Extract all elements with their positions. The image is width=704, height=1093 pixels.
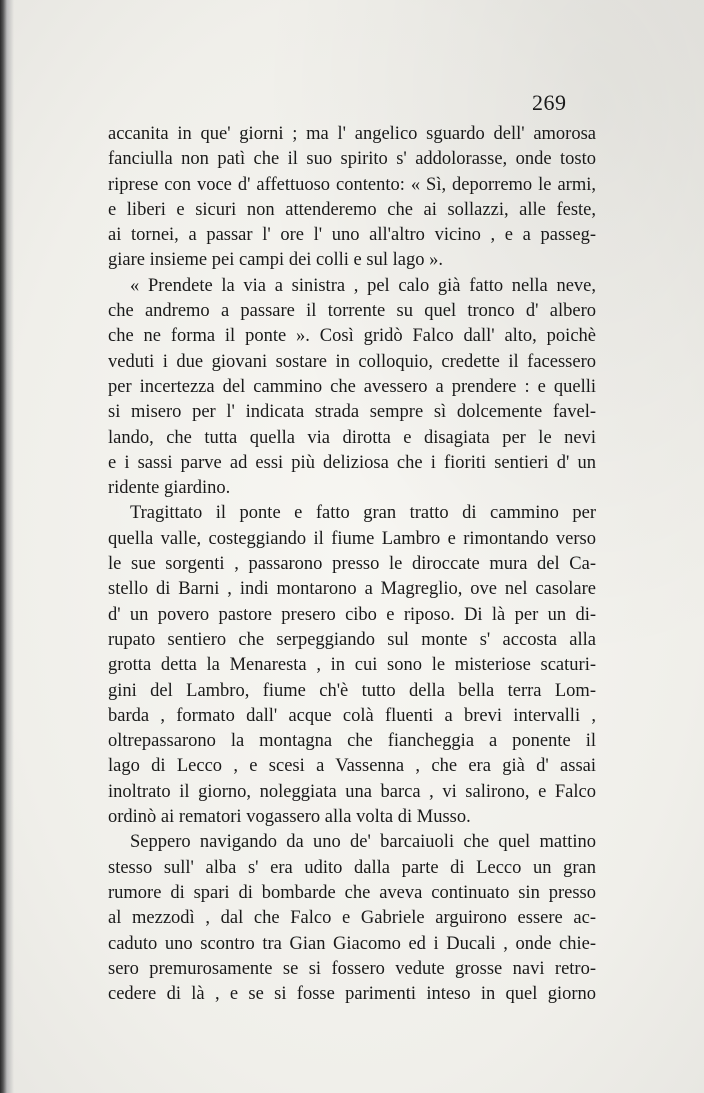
- text-line-content: stello di Barni , indi montarono a Magreglio, ove nel casolare: [108, 579, 596, 600]
- text-line-content: accanita in que' giorni ; ma l' angelico sguardo dell' amorosa: [108, 124, 596, 144]
- text-line: [108, 173, 596, 198]
- page-number: 269: [532, 90, 567, 115]
- text-line-content: inoltrato il giorno, noleggiata una barca , vi salirono, e Falco: [108, 781, 596, 802]
- text-line-content: riprese con voce d' affettuoso contento: « Sì, deporremo le armi,: [108, 174, 596, 195]
- text-line: [108, 375, 596, 400]
- text-line-content: stesso sull' alba s' era udito dalla parte di Lecco un gran: [108, 857, 596, 878]
- text-line-content: barda , formato dall' acque colà fluenti a brevi intervalli ,: [108, 705, 596, 726]
- text-line-content: d' un povero pastore presero cibo e riposo. Di là per un di-: [108, 604, 596, 625]
- text-line-content: lago di Lecco , e scesi a Vassenna , che era già d' assai: [108, 756, 596, 777]
- text-line-content: fanciulla non patì che il suo spirito s' addolorasse, onde tosto: [108, 149, 596, 170]
- text-line: [108, 932, 596, 957]
- text-line-content: rumore di spari di bombarde che aveva continuato sin presso: [108, 882, 596, 903]
- text-line-content: le sue sorgenti , passarono presso le diroccate mura del Ca-: [108, 554, 596, 575]
- text-line-content: che ne forma il ponte ». Così gridò Falco dall' alto, poichè: [108, 326, 596, 347]
- text-line-content: cedere di là , e se si fosse parimenti inteso in quel giorno: [108, 984, 596, 1005]
- text-line-content: per incertezza del cammino che avessero a prendere : e quelli: [108, 376, 596, 397]
- text-line: [108, 552, 596, 577]
- text-line-content: lando, che tutta quella via dirotta e disagiata per le nevi: [108, 427, 596, 448]
- text-line: [108, 957, 596, 982]
- text-line-content: caduto uno scontro tra Gian Giacomo ed i Ducali , onde chie-: [108, 933, 596, 954]
- text-line-content: veduti i due giovani sostare in colloquio, credette il facessero: [108, 351, 596, 372]
- text-line-content: quella valle, costeggiando il fiume Lambro e rimontando verso: [108, 528, 596, 549]
- text-line: [108, 679, 596, 704]
- text-line: [108, 198, 596, 223]
- text-line: [108, 451, 596, 476]
- text-line-content: « Prendete la via a sinistra , pel calo già fatto nella neve,: [130, 275, 596, 296]
- text-line: [108, 729, 596, 754]
- text-line: [108, 122, 596, 147]
- text-line-content: sero premurosamente se si fossero vedute grosse navi retro-: [108, 958, 596, 979]
- text-line-content: giare insieme pei campi dei colli e sul lago ».: [108, 250, 443, 271]
- text-line: [108, 400, 596, 425]
- text-line-content: Tragittato il ponte e fatto gran tratto di cammino per: [130, 503, 596, 524]
- text-line: [108, 147, 596, 172]
- text-line: [108, 628, 596, 653]
- text-line: [108, 856, 596, 881]
- body-text: [108, 122, 596, 1007]
- text-line-content: ordinò ai rematori vogassero alla volta di Musso.: [108, 807, 471, 828]
- text-line: [108, 248, 596, 273]
- text-line: [108, 805, 596, 830]
- text-line-content: rupato sentiero che serpeggiando sul monte s' accosta alla: [108, 629, 596, 650]
- text-line: [108, 603, 596, 628]
- text-line-content: si misero per l' indicata strada sempre sì dolcemente favel-: [108, 402, 596, 423]
- text-line-content: Seppero navigando da uno de' barcaiuoli che quel mattino: [130, 832, 596, 853]
- text-line: [108, 754, 596, 779]
- text-line: [108, 906, 596, 931]
- text-line: [108, 299, 596, 324]
- text-line: [108, 223, 596, 248]
- text-line: [108, 982, 596, 1007]
- text-line: [108, 830, 596, 855]
- text-line: [108, 426, 596, 451]
- text-line: [108, 324, 596, 349]
- text-line-content: gini del Lambro, fiume ch'è tutto della bella terra Lom-: [108, 680, 596, 701]
- text-line: [108, 527, 596, 552]
- text-line: [108, 653, 596, 678]
- text-line-content: e i sassi parve ad essi più deliziosa che i fioriti sentieri d' un: [108, 452, 596, 473]
- text-line-content: ai tornei, a passar l' ore l' uno all'altro vicino , e a passeg-: [108, 225, 596, 246]
- text-line: [108, 704, 596, 729]
- text-line: [108, 274, 596, 299]
- text-line-content: oltrepassarono la montagna che fiancheggia a ponente il: [108, 731, 596, 752]
- text-line-content: che andremo a passare il torrente su quel tronco d' albero: [108, 301, 596, 322]
- text-line: [108, 780, 596, 805]
- text-line: [108, 577, 596, 602]
- text-line: [108, 501, 596, 526]
- text-line-content: grotta detta la Menaresta , in cui sono le misteriose scaturi-: [108, 655, 596, 676]
- text-line: [108, 350, 596, 375]
- text-line: [108, 881, 596, 906]
- text-line: [108, 476, 596, 501]
- text-line-content: al mezzodì , dal che Falco e Gabriele arguirono essere ac-: [108, 908, 596, 929]
- text-line-content: ridente giardino.: [108, 478, 231, 499]
- text-line-content: e liberi e sicuri non attenderemo che ai sollazzi, alle feste,: [108, 199, 596, 220]
- binding-edge: [0, 0, 14, 1093]
